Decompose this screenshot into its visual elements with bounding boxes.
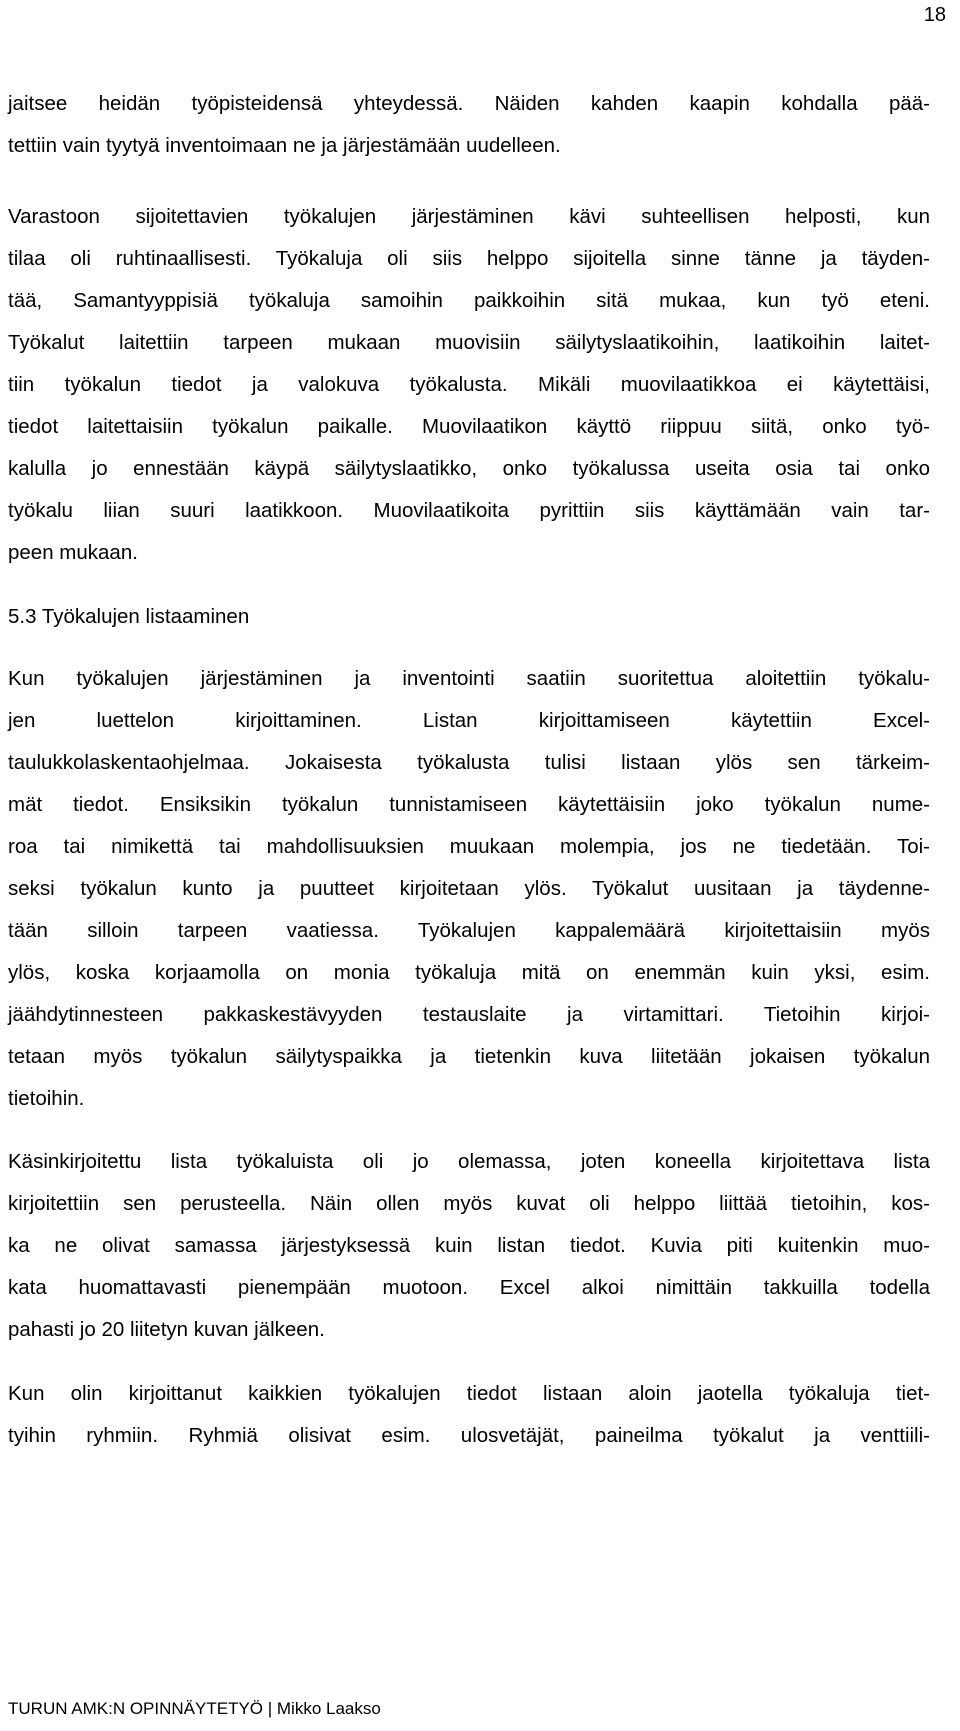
text-line: tettiin vain tyytyä inventoimaan ne ja järjestämään uudelleen. (8, 134, 561, 157)
text-line: tiin työkalun tiedot ja valokuva työkalusta. Mikäli muovilaatikkoa ei käytettäisi, (8, 373, 930, 396)
text-line: ka ne olivat samassa järjestyksessä kuin listan tiedot. Kuvia piti kuitenkin muo- (8, 1234, 930, 1257)
text-line: mät tiedot. Ensiksikin työkalun tunnistamiseen käytettäisiin joko työkalun nume- (8, 793, 930, 816)
text-line: taulukkolaskentaohjelmaa. Jokaisesta työkalusta tulisi listaan ylös sen tärkeim- (8, 751, 930, 774)
text-line: tiedot laitettaisiin työkalun paikalle. Muovilaatikon käyttö riippuu siitä, onko työ- (8, 415, 930, 438)
paragraph-3 (8, 658, 930, 1120)
text-line: Käsinkirjoitettu lista työkaluista oli jo olemassa, joten koneella kirjoitettava lista (8, 1150, 930, 1173)
text-line: tetaan myös työkalun säilytyspaikka ja tietenkin kuva liitetään jokaisen työkalun (8, 1045, 930, 1068)
text-line: seksi työkalun kunto ja puutteet kirjoitetaan ylös. Työkalut uusitaan ja täydenne- (8, 877, 930, 900)
paragraph-4 (8, 1141, 930, 1351)
text-line: Kun olin kirjoittanut kaikkien työkalujen tiedot listaan aloin jaotella työkaluja tiet- (8, 1382, 930, 1405)
text-line: kirjoitettiin sen perusteella. Näin ollen myös kuvat oli helppo liittää tietoihin, kos- (8, 1192, 930, 1215)
text-line: kata huomattavasti pienempään muotoon. Excel alkoi nimittäin takkuilla todella (8, 1276, 930, 1299)
section-heading: 5.3 Työkalujen listaaminen (8, 605, 250, 628)
text-line: Kun työkalujen järjestäminen ja inventointi saatiin suoritettua aloitettiin työkalu- (8, 667, 930, 690)
text-line: Työkalut laitettiin tarpeen mukaan muovisiin säilytyslaatikoihin, laatikoihin laitet- (8, 331, 930, 354)
text-line: jaitsee heidän työpisteidensä yhteydessä. Näiden kahden kaapin kohdalla pää- (8, 92, 930, 115)
text-line: peen mukaan. (8, 541, 138, 564)
text-line: ylös, koska korjaamolla on monia työkaluja mitä on enemmän kuin yksi, esim. (8, 961, 930, 984)
text-line: tilaa oli ruhtinaallisesti. Työkaluja oli siis helppo sijoitella sinne tänne ja täyden- (8, 247, 930, 270)
text-line: työkalu liian suuri laatikkoon. Muovilaatikoita pyrittiin siis käyttämään vain tar- (8, 499, 930, 522)
text-line: kalulla jo ennestään käypä säilytyslaatikko, onko työkalussa useita osia tai onko (8, 457, 930, 480)
text-line: roa tai nimikettä tai mahdollisuuksien muukaan molempia, jos ne tiedetään. Toi- (8, 835, 930, 858)
text-line: Varastoon sijoitettavien työkalujen järjestäminen kävi suhteellisen helposti, kun (8, 205, 930, 228)
text-line: pahasti jo 20 liitetyn kuvan jälkeen. (8, 1318, 325, 1341)
text-line: jäähdytinnesteen pakkaskestävyyden testauslaite ja virtamittari. Tietoihin kirjoi- (8, 1003, 930, 1026)
paragraph-5 (8, 1373, 930, 1457)
text-line: tyihin ryhmiin. Ryhmiä olisivat esim. ulosvetäjät, paineilma työkalut ja venttiili- (8, 1424, 930, 1447)
paragraph-2 (8, 196, 930, 574)
text-line: jen luettelon kirjoittaminen. Listan kirjoittamiseen käytettiin Excel- (8, 709, 930, 732)
text-line: tietoihin. (8, 1087, 85, 1110)
text-line: tää, Samantyyppisiä työkaluja samoihin paikkoihin sitä mukaa, kun työ eteni. (8, 289, 930, 312)
text-line: tään silloin tarpeen vaatiessa. Työkalujen kappalemäärä kirjoitettaisiin myös (8, 919, 930, 942)
page-footer: TURUN AMK:N OPINNÄYTETYÖ | Mikko Laakso (8, 1699, 381, 1718)
paragraph-1 (8, 83, 930, 167)
page-number: 18 (923, 4, 946, 26)
